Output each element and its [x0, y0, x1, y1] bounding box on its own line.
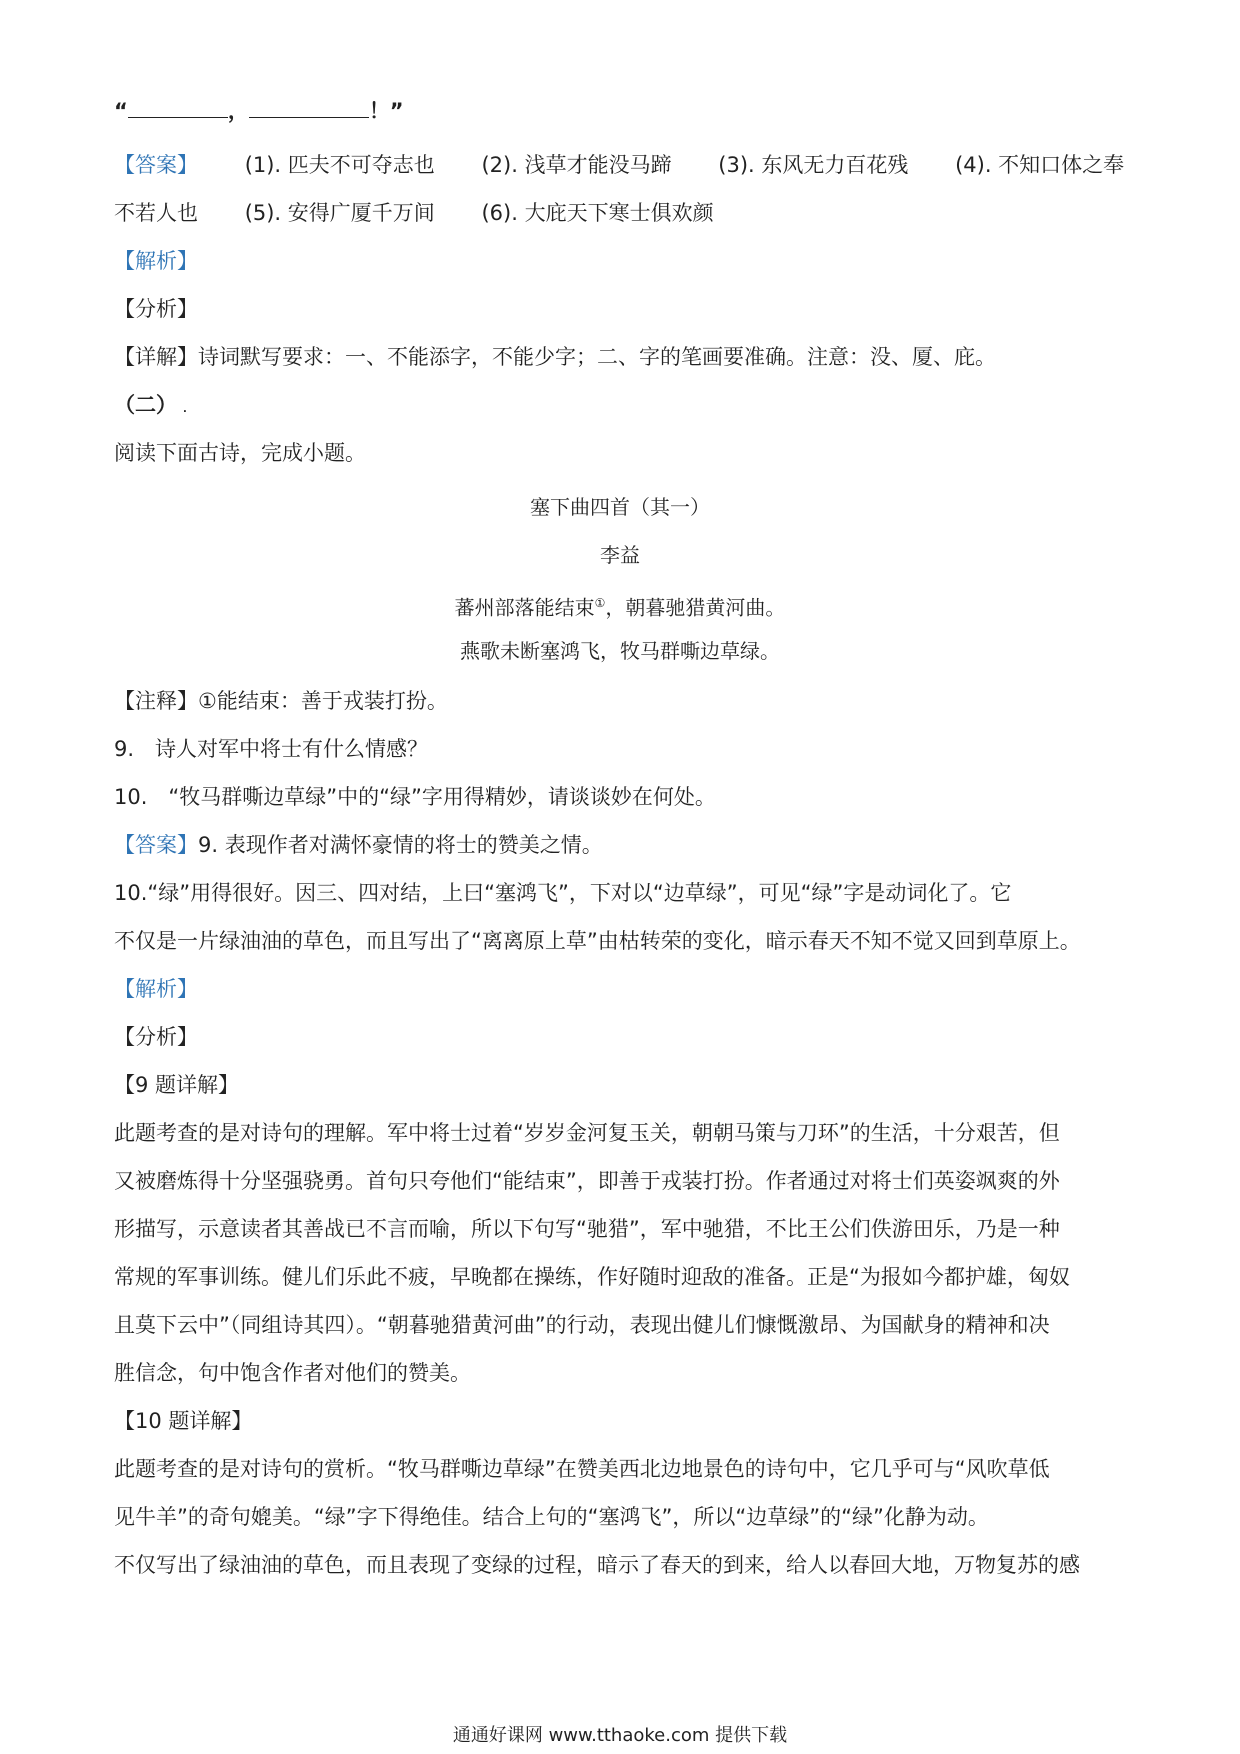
detail-1: 【详解】诗词默写要求：一、不能添字，不能少字；二、字的笔画要准确。注意：没、厦、庇。	[114, 345, 996, 369]
section-2-heading	[114, 390, 187, 425]
answer-item-5: (5). 安得广厦千万间	[244, 201, 435, 225]
poem-author: 李益	[600, 543, 640, 567]
answer-10-line-1: 10.“绿”用得很好。因三、四对结，上曰“塞鸿飞”，下对以“边草绿”，可见“绿”字是动词化了。它	[114, 881, 1012, 905]
detail-9-line-4: 常规的军事训练。健儿们乐此不疲，早晚都在操练，作好随时迎敌的准备。正是“为报如今都护雄，匈奴	[114, 1265, 1070, 1289]
instruction: 阅读下面古诗，完成小题。	[114, 441, 366, 465]
poem-title: 塞下曲四首（其一）	[530, 495, 710, 519]
answer2-line	[114, 830, 603, 860]
answer-item-6: (6). 大庇天下寒士俱欢颜	[481, 201, 714, 225]
poem-line-1a: 蕃州部落能结束	[454, 595, 595, 620]
answer-10-line-2: 不仅是一片绿油油的草色，而且写出了“离离原上草”由枯转荣的变化，暗示春天不知不觉又回到草原上。	[114, 929, 1081, 953]
answer-9: 9. 表现作者对满怀豪情的将士的赞美之情。	[198, 833, 603, 857]
question-10: 10. “牧马群嘶边草绿”中的“绿”字用得精妙，请谈谈妙在何处。	[114, 785, 716, 809]
answer-item-4: (4). 不知口体之奉	[955, 153, 1125, 177]
blank-fill-line	[114, 96, 404, 126]
detail-9-line-2: 又被磨炼得十分坚强骁勇。首句只夸他们“能结束”，即善于戎装打扮。作者通过对将士们英姿飒爽的外	[114, 1169, 1060, 1193]
quote-open: “	[114, 99, 128, 123]
question-9: 9. 诗人对军中将士有什么情感？	[114, 737, 429, 761]
answer1-line2	[114, 198, 714, 228]
detail-9-line-1: 此题考查的是对诗句的理解。军中将士过着“岁岁金河复玉关，朝朝马策与刀环”的生活，十分艰苦，但	[114, 1121, 1060, 1145]
answer-item-4-cont: 不若人也	[114, 201, 198, 225]
fenxi-heading-2: 【分析】	[114, 1025, 198, 1049]
section-2-dot: .	[183, 404, 187, 415]
poem-line-1b: ，朝暮驰猎黄河曲。	[605, 595, 786, 620]
detail-10-line-2: 见牛羊”的奇句媲美。“绿”字下得绝佳。结合上句的“塞鸿飞”，所以“边草绿”的“绿”化静为动。	[114, 1505, 989, 1529]
footer-watermark: 通通好课网 www.tthaoke.com 提供下载	[452, 1725, 788, 1746]
detail-10-title: 【10 题详解】	[114, 1409, 253, 1433]
detail-10-line-3: 不仅写出了绿油油的草色，而且表现了变绿的过程，暗示了春天的到来，给人以春回大地，万物复苏的感	[114, 1553, 1080, 1577]
jiexi-heading-2: 【解析】	[114, 977, 198, 1001]
answer-item-1: (1). 匹夫不可夺志也	[244, 153, 435, 177]
quote-close: ！”	[368, 99, 404, 123]
section-2-label: （二）	[114, 393, 177, 417]
answer-item-2: (2). 浅草才能没马蹄	[481, 153, 672, 177]
blank-1[interactable]	[128, 97, 228, 118]
detail-9-line-5: 且莫下云中”（同组诗其四）。“朝暮驰猎黄河曲”的行动，表现出健儿们慷慨激昂、为国献身的精神和决	[114, 1313, 1050, 1337]
detail-9-line-6: 胜信念，句中饱含作者对他们的赞美。	[114, 1361, 471, 1385]
detail-10-line-1: 此题考查的是对诗句的赏析。“牧马群嘶边草绿”在赞美西北边地景色的诗句中，它几乎可与“风吹草低	[114, 1457, 1050, 1481]
answer-tag-2: 【答案】	[114, 833, 198, 857]
blank-2[interactable]	[249, 97, 369, 118]
detail-9-line-3: 形描写，示意读者其善战已不言而喻，所以下句写“驰猎”，军中驰猎，不比王公们佚游田乐，乃是一种	[114, 1217, 1060, 1241]
comma: ，	[227, 99, 249, 123]
poem-line-2: 燕歌未断塞鸿飞，牧马群嘶边草绿。	[460, 639, 780, 663]
answer-item-3: (3). 东风无力百花残	[718, 153, 909, 177]
fenxi-heading-1: 【分析】	[114, 297, 198, 321]
poem-line-1	[0, 588, 1240, 623]
note: 【注释】①能结束：善于戎装打扮。	[114, 689, 448, 713]
detail-9-title: 【9 题详解】	[114, 1073, 240, 1097]
answer1-line1	[114, 150, 1124, 180]
answer-tag: 【答案】	[114, 153, 198, 177]
note-superscript: ①	[594, 596, 606, 610]
jiexi-heading-1: 【解析】	[114, 249, 198, 273]
